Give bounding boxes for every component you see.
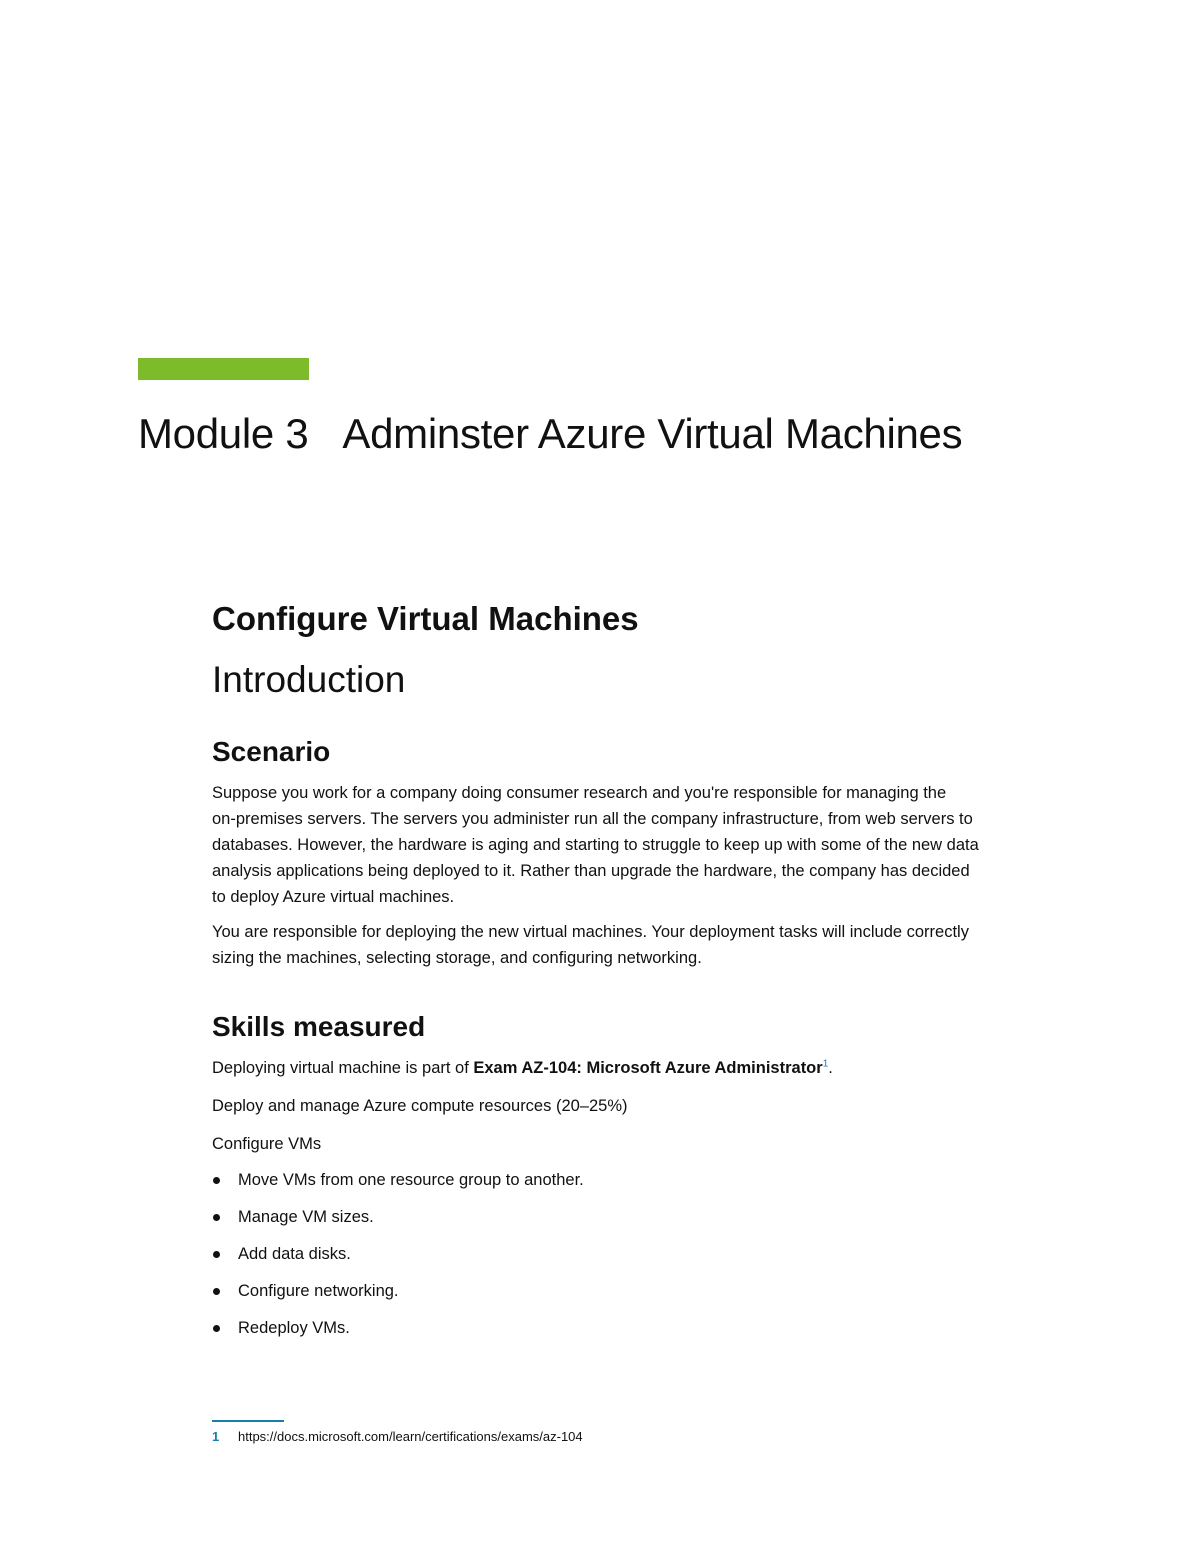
skills-intro-suffix: . [828,1059,833,1077]
list-item-text: Configure networking. [238,1282,399,1300]
text-line: databases. However, the hardware is aging and starting to struggle to keep up with some of the new data [212,836,979,854]
footnote-reference[interactable]: 1 [822,1058,829,1070]
footnote-divider [212,1420,284,1422]
skills-intro-prefix: Deploying virtual machine is part of [212,1059,474,1077]
module-name: Adminster Azure Virtual Machines [342,410,963,457]
list-item-text: Manage VM sizes. [238,1208,374,1226]
bullet-icon [213,1214,220,1221]
page-content [212,596,1092,1352]
module-accent-bar [138,358,309,380]
exam-name: Exam AZ-104: Microsoft Azure Administrator [473,1059,823,1077]
footnote-number: 1 [212,1429,220,1444]
bullet-icon [213,1251,220,1258]
scenario-paragraph-1 [212,780,1092,910]
list-item [212,1315,1092,1341]
text-line: sizing the machines, selecting storage, and configuring networking. [212,949,702,967]
section-subtitle: Introduction [212,659,406,700]
list-item-text: Move VMs from one resource group to another. [238,1171,584,1189]
skills-topic: Configure VMs [212,1135,322,1153]
list-item [212,1167,1092,1193]
list-item [212,1278,1092,1304]
bullet-icon [213,1325,220,1332]
list-item-text: Add data disks. [238,1245,351,1263]
bullet-icon [213,1177,220,1184]
footnote [212,1427,583,1447]
text-line: to deploy Azure virtual machines. [212,888,455,906]
scenario-paragraph-2 [212,919,1092,971]
section-title: Configure Virtual Machines [212,600,639,637]
list-item [212,1204,1092,1230]
skills-domain: Deploy and manage Azure compute resources (20–25%) [212,1097,628,1115]
skills-bullet-list [212,1167,1092,1341]
scenario-heading: Scenario [212,736,331,767]
module-number: Module 3 [138,410,309,457]
footnote-link[interactable]: https://docs.microsoft.com/learn/certifications/exams/az-104 [238,1429,583,1444]
skills-heading: Skills measured [212,1011,426,1042]
text-line: Suppose you work for a company doing consumer research and you're responsible for managing the [212,784,947,802]
module-title [138,406,962,462]
skills-intro [212,1055,1092,1081]
bullet-icon [213,1288,220,1295]
text-line: on-premises servers. The servers you administer run all the company infrastructure, from web servers to [212,810,973,828]
list-item [212,1241,1092,1267]
text-line: You are responsible for deploying the new virtual machines. Your deployment tasks will include correctly [212,923,969,941]
text-line: analysis applications being deployed to it. Rather than upgrade the hardware, the company has decided [212,862,970,880]
list-item-text: Redeploy VMs. [238,1319,350,1337]
